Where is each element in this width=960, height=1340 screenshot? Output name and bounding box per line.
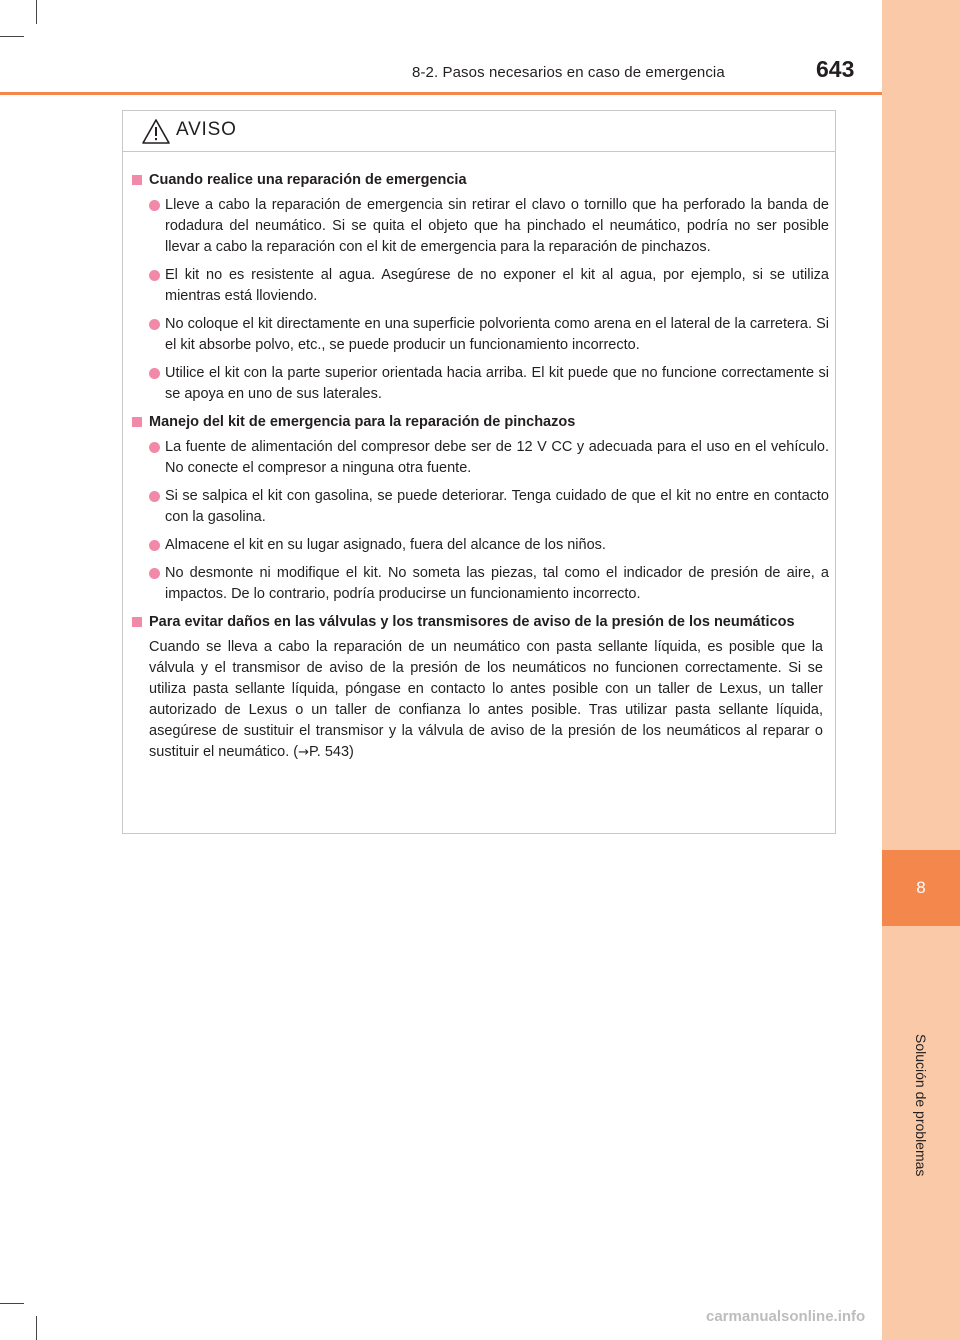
list-item-text: El kit no es resistente al agua. Asegúrese de no exponer el kit al agua, por ejemplo, si se utiliza mientras está lloviendo. — [165, 267, 829, 304]
square-bullet-icon — [132, 617, 142, 627]
page-number: 643 — [816, 56, 855, 82]
list-item-text: La fuente de alimentación del compresor debe ser de 12 V CC y adecuada para el uso en el vehículo. No conecte el compresor a ninguna otra fuente. — [165, 439, 829, 476]
round-bullet-icon — [149, 270, 160, 281]
warning-box — [122, 110, 836, 834]
crop-mark — [36, 0, 37, 24]
chapter-title: Solución de problemas — [913, 1034, 929, 1177]
warning-title: AVISO — [176, 119, 237, 140]
crop-mark — [36, 1316, 37, 1340]
list-item — [131, 363, 829, 405]
section-heading — [131, 412, 829, 432]
list-item-text: Lleve a cabo la reparación de emergencia sin retirar el clavo o tornillo que ha perforado la banda de rodadura del neumático. Si se quita el objeto que ha pinchado el neumático, podría no ser posible llevar a cabo la reparación con el kit de emergencia para la reparación de pinchazos. — [165, 197, 829, 255]
warning-section — [131, 412, 829, 605]
paragraph-text: Cuando se lleva a cabo la reparación de un neumático con pasta sellante líquida, es posible que la válvula y el transmisor de aviso de la presión de los neumáticos no funcionen correctamente. Si se utiliza pasta sellante líquida, póngase en contacto lo antes posible con un taller de Lexus, un taller autorizado de Lexus o un taller de confianza lo antes posible. Tras utilizar pasta sellante líquida, asegúrese de sustituir el transmisor y la válvula de aviso de la presión de los neumáticos al reparar o sustituir el neumático. ( — [149, 639, 823, 760]
header-section-title: 8-2. Pasos necesarios en caso de emergencia — [412, 64, 725, 81]
list-item-text: Utilice el kit con la parte superior orientada hacia arriba. El kit puede que no funcione correctamente si se apoya en uno de sus laterales. — [165, 365, 829, 402]
section-heading-text: Cuando realice una reparación de emergencia — [149, 172, 467, 188]
warning-triangle-icon — [141, 118, 171, 145]
list-item — [131, 195, 829, 258]
watermark: carmanualsonline.info — [706, 1308, 866, 1325]
round-bullet-icon — [149, 568, 160, 579]
crop-mark — [0, 1303, 24, 1304]
round-bullet-icon — [149, 491, 160, 502]
list-item-text: No coloque el kit directamente en una superficie polvorienta como arena en el lateral de la carretera. Si el kit absorbe polvo, etc., se puede producir un funcionamiento incorrecto. — [165, 316, 829, 353]
round-bullet-icon — [149, 319, 160, 330]
list-item — [131, 314, 829, 356]
square-bullet-icon — [132, 417, 142, 427]
page-reference-link[interactable]: P. 543) — [309, 744, 354, 760]
warning-section — [131, 170, 829, 405]
round-bullet-icon — [149, 200, 160, 211]
chapter-number: 8 — [916, 878, 926, 897]
round-bullet-icon — [149, 368, 160, 379]
header-rule — [0, 92, 882, 95]
round-bullet-icon — [149, 540, 160, 551]
chapter-tab — [882, 850, 960, 926]
list-item — [131, 437, 829, 479]
warning-section — [131, 612, 829, 763]
warning-header — [123, 111, 835, 152]
crop-mark — [0, 36, 24, 37]
section-heading-text: Manejo del kit de emergencia para la reparación de pinchazos — [149, 414, 576, 430]
list-item-text: No desmonte ni modifique el kit. No someta las piezas, tal como el indicador de presión de aire, a impactos. De lo contrario, podría producirse un funcionamiento incorrecto. — [165, 565, 829, 602]
list-item — [131, 486, 829, 528]
section-heading — [131, 170, 829, 190]
list-item — [131, 535, 829, 556]
reference-arrow-icon: → — [298, 745, 309, 760]
list-item — [131, 265, 829, 307]
round-bullet-icon — [149, 442, 160, 453]
warning-body — [123, 152, 835, 763]
list-item-text: Almacene el kit en su lugar asignado, fuera del alcance de los niños. — [165, 537, 606, 553]
list-item — [131, 563, 829, 605]
list-item-text: Si se salpica el kit con gasolina, se puede deteriorar. Tenga cuidado de que el kit no entre en contacto con la gasolina. — [165, 488, 829, 525]
square-bullet-icon — [132, 175, 142, 185]
section-paragraph — [131, 637, 829, 763]
section-heading — [131, 612, 829, 632]
section-heading-text: Para evitar daños en las válvulas y los transmisores de aviso de la presión de los neumáticos — [149, 614, 795, 630]
